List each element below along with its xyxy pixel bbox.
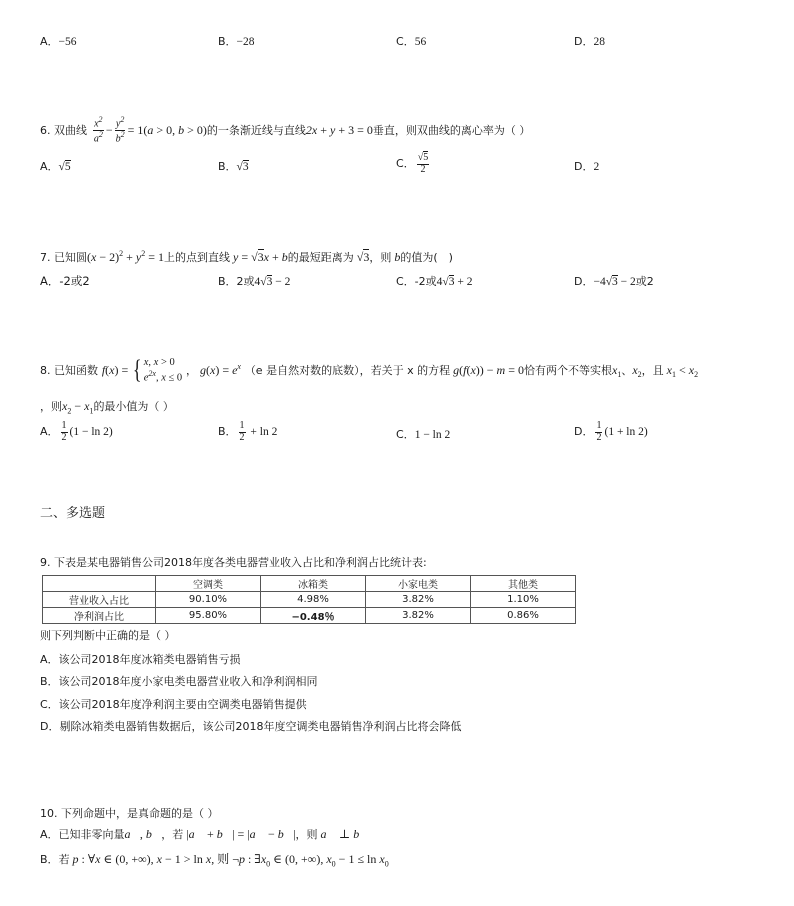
section-heading: 二、多选题: [40, 506, 106, 521]
q9-stats-table: [42, 575, 576, 624]
q7-option-a: A．-2或2: [40, 274, 90, 288]
table-row: [43, 608, 576, 624]
table-cell: 其他类: [471, 576, 576, 592]
q5-option-b: B．−28: [218, 35, 255, 48]
q7-stem: 7. 已知圆$(x - 2)^2 + y^2 = 1$上的点到直线 y = √3x + b的最短距离为 √3，则 b的值为( ): [40, 249, 453, 264]
table-cell: 95.80%: [156, 608, 261, 624]
q6-option-b: B．√3: [218, 160, 249, 173]
q9-option-d: D．剔除冰箱类电器销售数据后，该公司2018年度空调类电器销售净利润占比将会降低: [40, 720, 462, 733]
q7-option-d: D．−4√3 − 2或2: [574, 275, 654, 288]
q5-option-c: C．56: [396, 35, 427, 48]
table-row: [43, 592, 576, 608]
q6-option-c: C． $\frac{√5}{2}$: [396, 152, 429, 175]
table-cell: [43, 576, 156, 592]
table-cell: 3.82%: [366, 592, 471, 608]
table-cell: 90.10%: [156, 592, 261, 608]
q9-option-c: C．该公司2018年度净利润主要由空调类电器销售提供: [40, 698, 307, 711]
table-cell: 3.82%: [366, 608, 471, 624]
q8-option-b: B． $\frac{1}{2}$ + ln 2: [218, 420, 278, 443]
q8-option-d: D． $\frac{1}{2}$ (1 + ln 2): [574, 420, 648, 443]
table-cell: 空调类: [156, 576, 261, 592]
table-cell: 4.98%: [261, 592, 366, 608]
table-cell: 冰箱类: [261, 576, 366, 592]
q5-option-a: A．−56: [40, 35, 77, 48]
table-cell: 小家电类: [366, 576, 471, 592]
q6-y-frac: $\frac{y^2}{b^2}$: [115, 115, 125, 145]
q6-stem: 6. 双曲线 $\frac{x^2}{a^2}$ − $\frac{y^2}{b^2}$ = 1(a > 0, b > 0)的一条渐近线与直线2x + y + 3 = 0垂直，则双曲线的离心率为（ ）: [40, 115, 531, 145]
q6-option-a: A．√5: [40, 160, 71, 173]
q9-option-b: B．该公司2018年度小家电类电器营业收入和净利润相同: [40, 675, 318, 688]
q10-stem: 10. 下列命题中，是真命题的是（ ）: [40, 807, 219, 820]
table-cell: 0.86%: [471, 608, 576, 624]
q9-option-a: A．该公司2018年度冰箱类电器销售亏损: [40, 653, 241, 666]
table-cell: −0.48％: [261, 608, 366, 624]
q8-stem-line2: ，则$x_2 - x_1$的最小值为（ ）: [40, 399, 174, 416]
q7-option-b: B．2或4√3 − 2: [218, 275, 291, 288]
table-header-row: [43, 576, 576, 592]
q6-option-d: D．2: [574, 160, 600, 173]
q10-option-b: B．若 p : ∀x ∈ (0, +∞), x − 1 > ln x, 则 ¬p : $\exists x_0$ ∈ (0, +∞), $x_0 - 1 \le \ln x_0$: [40, 852, 389, 869]
q6-x-frac: $\frac{x^2}{a^2}$: [93, 115, 103, 145]
table-cell: 净利润占比: [43, 608, 156, 624]
q9-question: 则下列判断中正确的是（ ）: [40, 629, 176, 642]
q8-option-c: C．1 − ln 2: [396, 428, 451, 441]
q5-option-d: D．28: [574, 35, 605, 48]
q10-option-a: A．已知非零向量a⃗, b⃗，若 |a⃗ + b⃗| = |a⃗ − b⃗|，则 a⃗ ⊥ b⃗: [40, 827, 369, 841]
q8-option-a: A． $\frac{1}{2}$ (1 − ln 2): [40, 420, 113, 443]
q8-stem: 8. 已知函数 f(x) = { x, x > 0 $e^{2x}$, x ≤ 0 ， $g(x) = e^x$ （e 是自然对数的底数），若关于 x 的方程 g(f(x)) − m = 0恰有两个不等实根$x_1$、$x_2$，且 $x_1 < x_2$: [40, 355, 699, 385]
q7-option-c: C．-2或4√3 + 2: [396, 275, 473, 288]
table-cell: 1.10%: [471, 592, 576, 608]
table-cell: 营业收入占比: [43, 592, 156, 608]
q9-stem: 9. 下表是某电器销售公司2018年度各类电器营业收入占比和净利润占比统计表:: [40, 556, 427, 569]
